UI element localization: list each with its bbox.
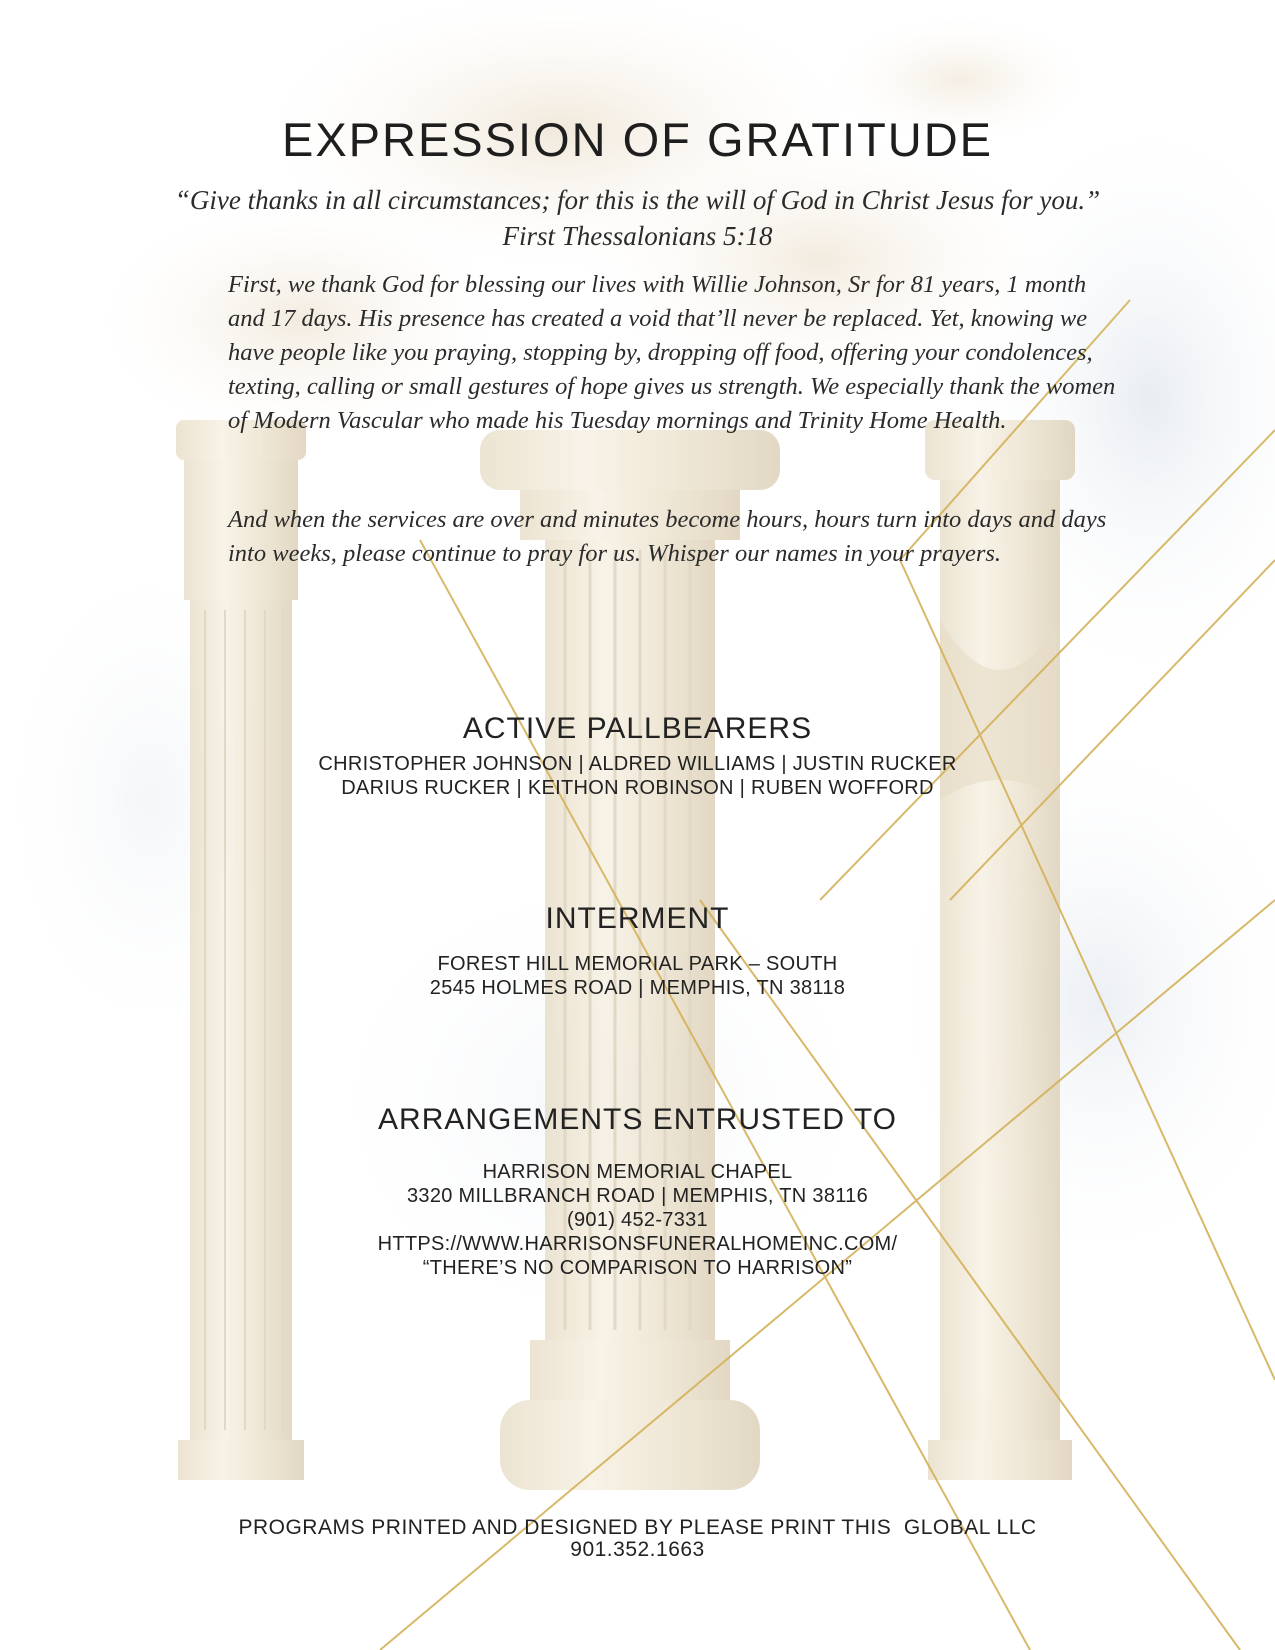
printer-phone: 901.352.1663: [570, 1538, 705, 1561]
funeral-home-address: 3320 MILLBRANCH ROAD | MEMPHIS, TN 38116: [406, 1185, 869, 1207]
pallbearers-heading: ACTIVE PALLBEARERS: [462, 712, 813, 745]
scripture-verse: “Give thanks in all circumstances; for this is the will of God in Christ Jesus for you.” First Thessalonians 5:18: [174, 185, 1101, 251]
interment-details: [0, 952, 1275, 1000]
gratitude-paragraph-1: First, we thank God for blessing our lives with Willie Johnson, Sr for 81 years, 1 month and 17 days. His presence has created a void that’ll never be replaced. Yet, knowing we have people like you praying, stopping by, dropping off food, offering your condolences, texting, calling or small gestures of hope gives us strength. We especially thank the women of Modern Vascular who made his Tuesday mornings and Trinity Home Health.: [228, 271, 1116, 434]
arrangements-details: [0, 1160, 1275, 1280]
pallbearers-list: [0, 752, 1275, 800]
interment-location: FOREST HILL MEMORIAL PARK – SOUTH: [437, 953, 838, 975]
funeral-home-name: HARRISON MEMORIAL CHAPEL: [482, 1161, 793, 1183]
funeral-home-website: HTTPS://WWW.HARRISONSFUNERALHOMEINC.COM/: [377, 1233, 898, 1255]
page-title: EXPRESSION OF GRATITUDE: [281, 113, 994, 166]
pallbearers-line: CHRISTOPHER JOHNSON | ALDRED WILLIAMS | JUSTIN RUCKER: [318, 753, 957, 775]
printer-credit: [0, 1517, 1275, 1561]
gratitude-paragraph-2: And when the services are over and minutes become hours, hours turn into days and days into weeks, please continue to pray for us. Whisper our names in your prayers.: [228, 506, 1107, 567]
pallbearers-line: DARIUS RUCKER | KEITHON ROBINSON | RUBEN WOFFORD: [341, 777, 934, 799]
interment-heading: INTERMENT: [545, 902, 730, 935]
interment-address: 2545 HOLMES ROAD | MEMPHIS, TN 38118: [429, 977, 846, 999]
funeral-home-phone: (901) 452-7331: [567, 1209, 708, 1231]
printer-credit-line: PROGRAMS PRINTED AND DESIGNED BY PLEASE PRINT THIS GLOBAL LLC: [238, 1516, 1037, 1539]
arrangements-heading: ARRANGEMENTS ENTRUSTED TO: [378, 1103, 897, 1136]
funeral-home-slogan: “THERE’S NO COMPARISON TO HARRISON”: [422, 1257, 853, 1279]
